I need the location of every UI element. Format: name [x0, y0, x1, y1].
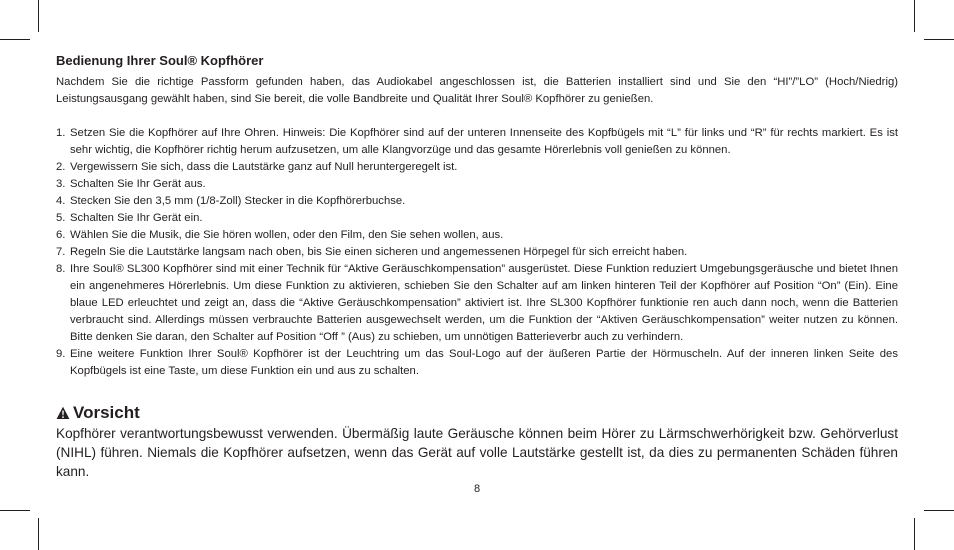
step-text: Stecken Sie den 3,5 mm (1/8-Zoll) Stecker in die Kopfhörerbuchse.	[70, 195, 406, 207]
step-text: Wählen Sie die Musik, die Sie hören wollen, oder den Film, den Sie sehen wollen, aus.	[70, 229, 504, 241]
warning-title: Vorsicht	[73, 403, 140, 422]
step-text: Schalten Sie Ihr Gerät ein.	[70, 212, 203, 224]
warning-triangle-icon	[56, 406, 70, 420]
list-item	[56, 193, 898, 210]
warning-heading	[56, 403, 898, 423]
crop-mark-bottom-left-horizontal	[0, 510, 30, 511]
step-number: 7.	[56, 246, 66, 258]
list-item	[56, 159, 898, 176]
step-number: 9.	[56, 348, 66, 360]
crop-mark-top-left-vertical	[38, 0, 39, 32]
crop-mark-bottom-right-vertical	[914, 518, 915, 550]
manual-page	[56, 52, 898, 481]
list-item	[56, 176, 898, 193]
step-text: Regeln Sie die Lautstärke langsam nach oben, bis Sie einen sicheren und angemessenen Hörpegel für sich erreicht haben.	[70, 246, 688, 258]
step-number: 6.	[56, 229, 66, 241]
list-item	[56, 244, 898, 261]
step-text: Eine weitere Funktion Ihrer Soul® Kopfhörer ist der Leuchtring um das Soul-Logo auf der äußeren Partie der Hörmuscheln. Auf der inneren linken Seite des Kopfbügels ist eine Taste, um diese Funktion ein und aus zu schalten.	[70, 348, 898, 377]
step-number: 5.	[56, 212, 66, 224]
list-item	[56, 227, 898, 244]
warning-text: Kopfhörer verantwortungsbewusst verwenden. Übermäßig laute Geräusche können beim Hörer zu Lärmschwerhörigkeit bzw. Gehörverlust (NIHL) führen. Niemals die Kopfhörer aufsetzen, wenn das Gerät auf volle Lautstärke gestellt ist, da dies zu permanenten Schäden führen kann.	[56, 426, 898, 479]
crop-mark-top-left-horizontal	[0, 39, 30, 40]
step-text: Schalten Sie Ihr Gerät aus.	[70, 178, 206, 190]
intro-paragraph: Nachdem Sie die richtige Passform gefunden haben, das Audiokabel angeschlossen ist, die Batterien installiert sind und Sie den “HI”/”LO” (Hoch/Niedrig) Leistungsausgang gewählt haben, sind Sie bereit, die volle Bandbreite und Qualität Ihrer Soul® Kopfhörer zu genießen.	[56, 76, 898, 105]
section-heading: Bedienung Ihrer Soul® Kopfhörer	[56, 53, 264, 68]
list-item	[56, 125, 898, 159]
step-number: 1.	[56, 127, 66, 139]
crop-mark-bottom-left-vertical	[38, 518, 39, 550]
instruction-list	[56, 125, 898, 380]
step-text: Vergewissern Sie sich, dass die Lautstärke ganz auf Null heruntergeregelt ist.	[70, 161, 458, 173]
crop-mark-top-right-vertical	[914, 0, 915, 32]
page-number: 8	[473, 483, 481, 495]
list-item	[56, 346, 898, 380]
step-text: Ihre Soul® SL300 Kopfhörer sind mit einer Technik für “Aktive Geräuschkompensation” ausgerüstet. Diese Funktion reduziert Umgebungsgeräusche und bietet Ihnen ein angenehmeres Hörerlebnis. Um diese Funktion zu aktivieren, schieben Sie den Schalter auf am linken hinteren Teil der Kopfhörer auf Position “On” (Ein). Eine blaue LED erleuchtet und zeigt an, dass die “Aktive Geräuschkompensation” aktiviert ist. Ihre SL300 Kopfhörer funktionie ren auch dann noch, wenn die Batterien verbraucht sind. Allerdings müssen verbrauchte Batterien ausgewechselt werden, um die Funktion der “Aktiven Geräuschkompensation” weiter nutzen zu können. Bitte denken Sie daran, den Schalter auf Position “Off ” (Aus) zu schieben, um unnötigen Batterieverbr auch zu verhindern.	[70, 263, 898, 343]
step-number: 2.	[56, 161, 66, 173]
step-number: 3.	[56, 178, 66, 190]
step-text: Setzen Sie die Kopfhörer auf Ihre Ohren. Hinweis: Die Kopfhörer sind auf der unteren Innenseite des Kopfbügels mit “L” für links und “R” für rechts markiert. Es ist sehr wichtig, die Kopfhörer richtig herum aufzusetzen, um alle Klangvorzüge und das gesamte Hörerlebnis voll genießen zu können.	[70, 127, 898, 156]
crop-mark-top-right-horizontal	[924, 39, 954, 40]
list-item	[56, 210, 898, 227]
step-number: 8.	[56, 263, 66, 275]
crop-mark-bottom-right-horizontal	[924, 510, 954, 511]
step-number: 4.	[56, 195, 66, 207]
list-item	[56, 261, 898, 346]
